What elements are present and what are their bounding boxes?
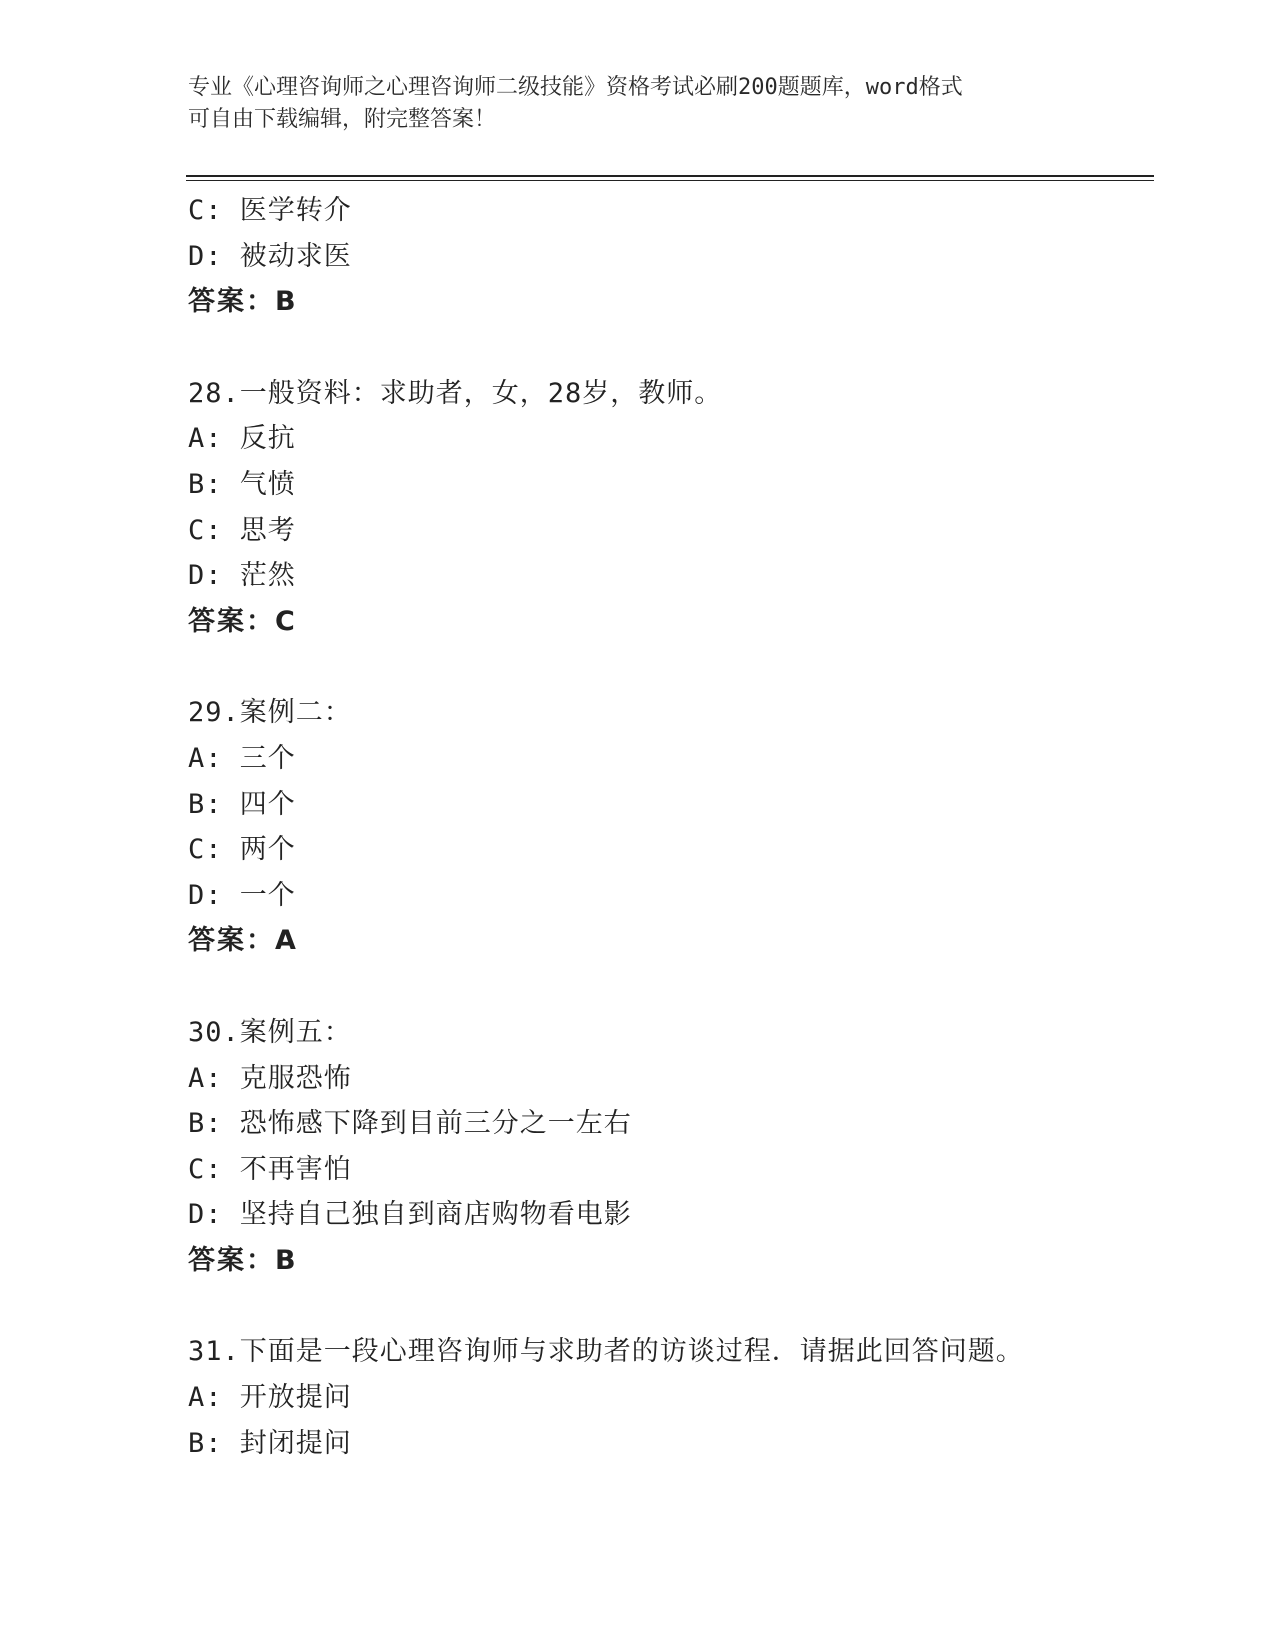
option-c: C: 两个 bbox=[188, 834, 296, 866]
header-line-1: 专业《心理咨询师之心理咨询师二级技能》资格考试必刷200题题库，word格式 bbox=[188, 75, 963, 100]
document-header bbox=[188, 72, 1068, 136]
option-d: D: 坚持自己独自到商店购物看电影 bbox=[188, 1199, 632, 1231]
option-a: A: 克服恐怖 bbox=[188, 1062, 352, 1094]
option-d: D: 被动求医 bbox=[188, 240, 352, 272]
option-c: C: 思考 bbox=[188, 514, 296, 546]
option-a: A: 三个 bbox=[188, 742, 296, 774]
option-d: D: 茫然 bbox=[188, 560, 296, 592]
option-c: C: 医学转介 bbox=[188, 195, 352, 226]
option-d: D: 一个 bbox=[188, 879, 296, 911]
question-30: 30.案例五： bbox=[188, 1016, 352, 1048]
header-divider-thin bbox=[186, 180, 1154, 181]
option-b: B: 四个 bbox=[188, 788, 296, 820]
option-a: A: 开放提问 bbox=[188, 1382, 352, 1414]
answer-line: 答案：B bbox=[188, 286, 298, 318]
question-31: 31.下面是一段心理咨询师与求助者的访谈过程．请据此回答问题。 bbox=[188, 1336, 1024, 1368]
header-divider-thick bbox=[186, 175, 1154, 177]
option-a: A: 反抗 bbox=[188, 423, 296, 455]
question-list bbox=[188, 188, 1148, 1466]
option-b: B: 恐怖感下降到目前三分之一左右 bbox=[188, 1108, 632, 1140]
header-line-2: 可自由下载编辑，附完整答案！ bbox=[188, 107, 497, 132]
question-29: 29.案例二： bbox=[188, 697, 352, 729]
option-b: B: 气愤 bbox=[188, 468, 296, 500]
answer-line: 答案：C bbox=[188, 605, 297, 637]
question-28: 28.一般资料：求助者，女，28岁，教师。 bbox=[188, 377, 723, 409]
answer-line: 答案：B bbox=[188, 1244, 298, 1276]
option-c: C: 不再害怕 bbox=[188, 1153, 352, 1185]
answer-line: 答案：A bbox=[188, 925, 298, 957]
option-b: B: 封闭提问 bbox=[188, 1427, 352, 1459]
